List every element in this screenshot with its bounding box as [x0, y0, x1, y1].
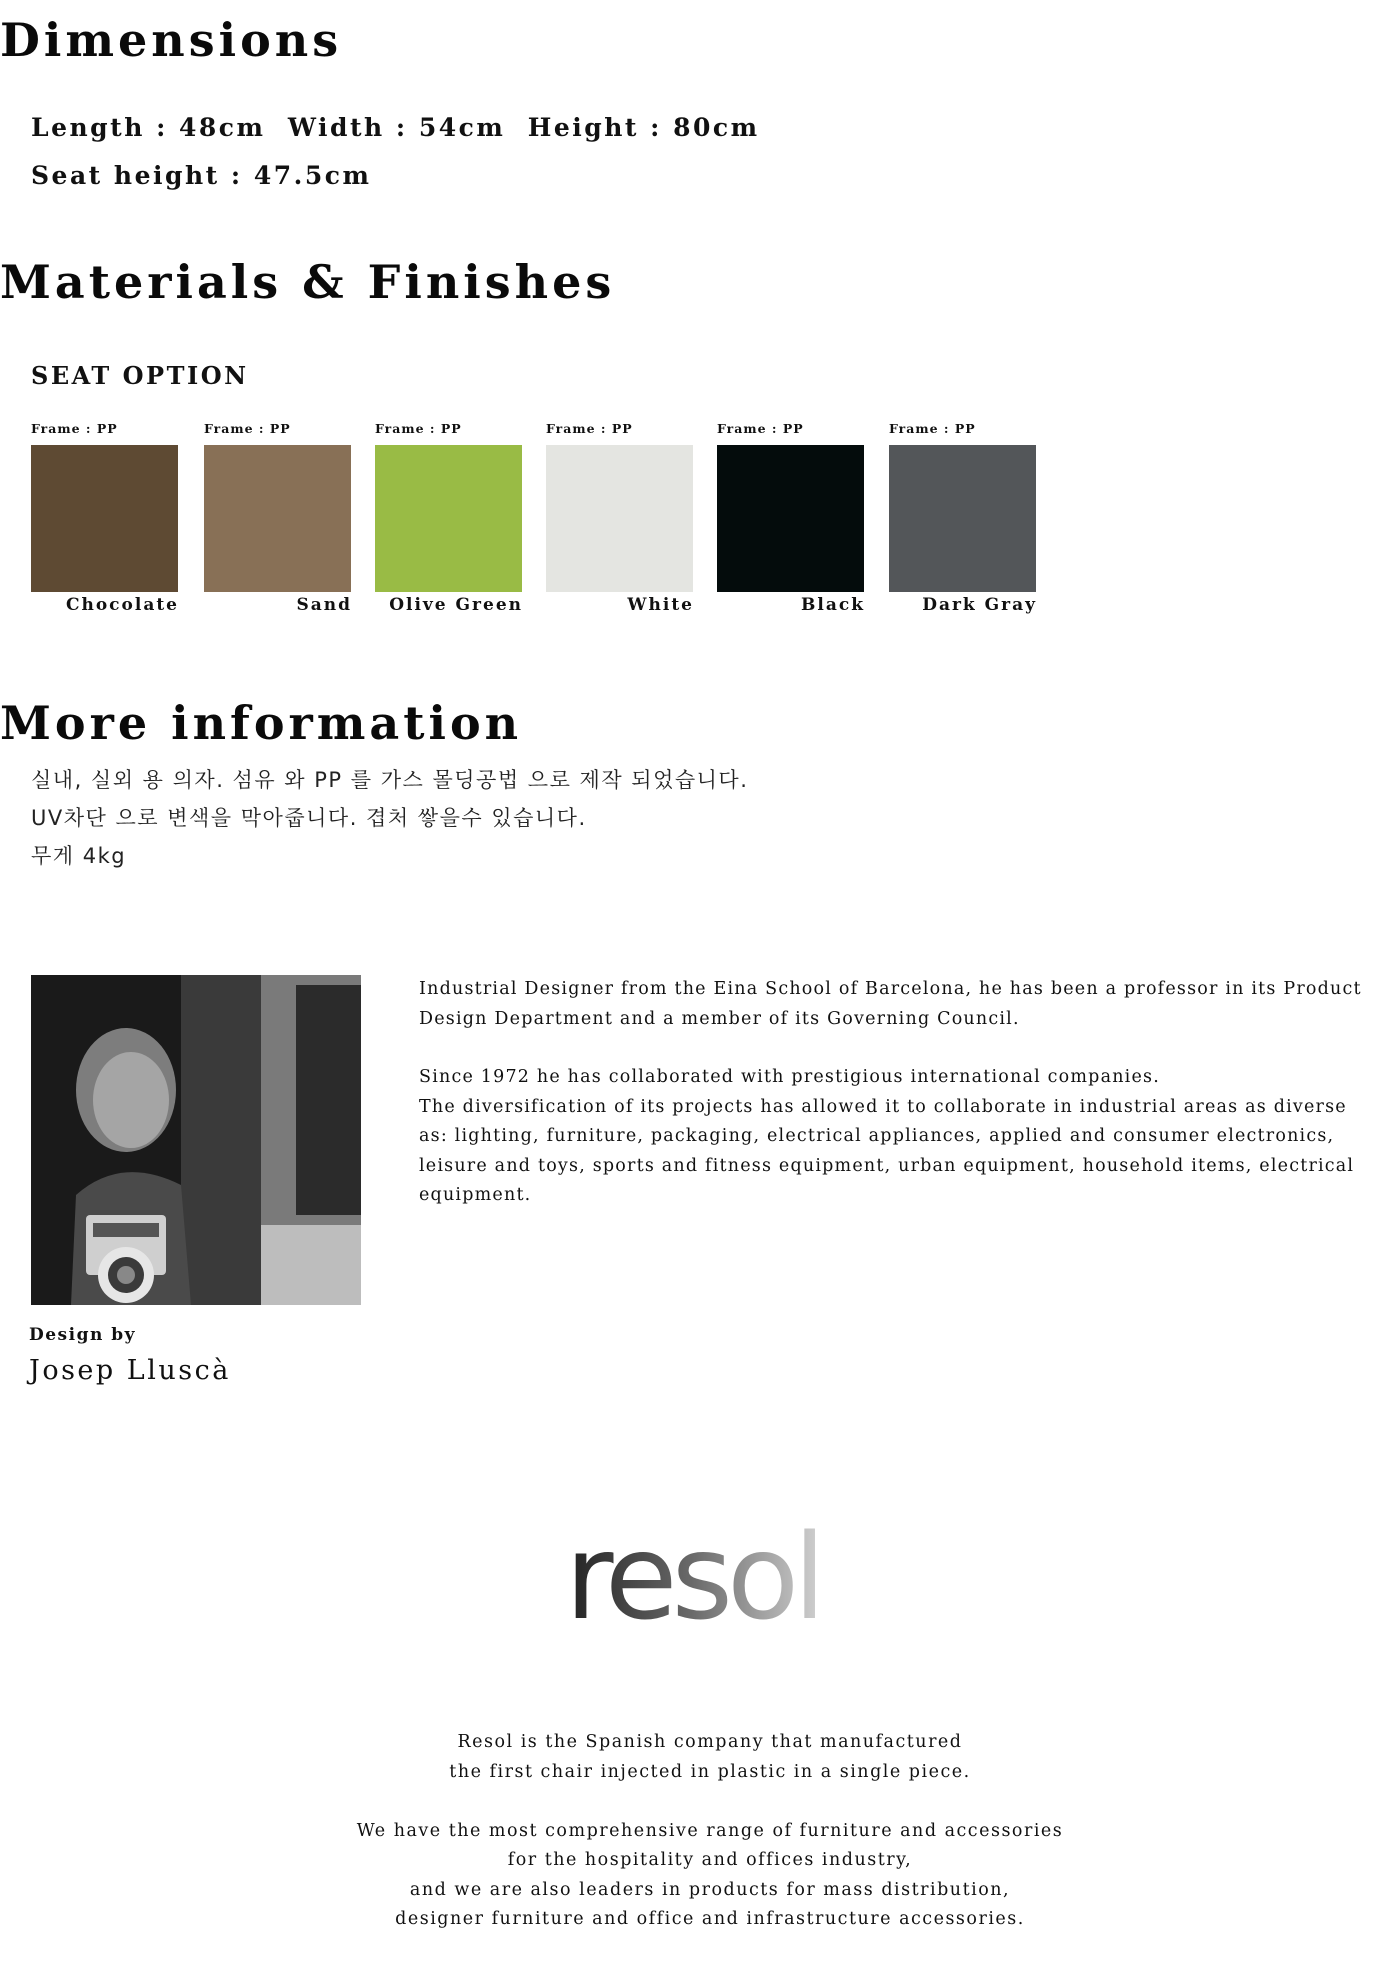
- swatch-name: Chocolate: [65, 595, 179, 615]
- swatch-frame-label: Frame : PP: [546, 421, 633, 436]
- info-line-1: 실내, 실외 용 의자. 섬유 와 PP 를 가스 몰딩공법 으로 제작 되었습니다.: [31, 768, 749, 792]
- materials-heading: Materials & Finishes: [0, 255, 616, 309]
- company-about: [0, 1728, 1400, 1964]
- swatch-white: [546, 423, 694, 614]
- swatch-frame-label: Frame : PP: [375, 421, 462, 436]
- swatch-name: White: [627, 595, 694, 615]
- resol-logo: [565, 1510, 855, 1634]
- swatch-name: Sand: [296, 595, 352, 615]
- dimensions-line-seat-height: Seat height : 47.5cm: [31, 161, 372, 190]
- about-paragraph-1: Resol is the Spanish company that manufactured the first chair injected in plastic in a single piece.: [449, 1732, 971, 1782]
- swatch-dark-gray: [889, 423, 1037, 614]
- swatch-name: Olive Green: [389, 595, 523, 615]
- swatch-name: Dark Gray: [922, 595, 1037, 615]
- color-swatch: [375, 445, 522, 592]
- info-line-2: UV차단 으로 변색을 막아줍니다. 겹처 쌓을수 있습니다.: [31, 806, 587, 830]
- designer-name: Josep Lluscà: [29, 1355, 231, 1386]
- swatch-black: [717, 423, 865, 614]
- swatch-chocolate: [31, 423, 179, 614]
- swatch-frame-label: Frame : PP: [889, 421, 976, 436]
- designer-bio: [419, 975, 1369, 1211]
- color-swatch: [717, 445, 864, 592]
- bio-paragraph-1: Industrial Designer from the Eina School of Barcelona, he has been a professor in its Product Design Department and a member of its Governing Council.: [419, 979, 1362, 1029]
- svg-text:resol: resol: [565, 1510, 820, 1630]
- designer-portrait-illustration: [31, 975, 361, 1305]
- seat-option-subheading: SEAT OPTION: [31, 361, 249, 390]
- color-swatch: [31, 445, 178, 592]
- swatch-frame-label: Frame : PP: [31, 421, 118, 436]
- resol-logo-mark: [565, 1510, 855, 1630]
- color-swatch: [889, 445, 1036, 592]
- swatch-name: Black: [801, 595, 865, 615]
- bio-paragraph-3: The diversification of its projects has allowed it to collaborate in industrial areas as diverse as: lighting, furniture, packaging, electrical appliances, applied and consumer electronics, leisure and toys, sports and fitness equipment, urban equipment, household items, electrical equipment.: [419, 1096, 1355, 1205]
- about-paragraph-2: We have the most comprehensive range of furniture and accessories for the hospitality and offices industry, and we are also leaders in products for mass distribution, designer furniture and office and infrastructure accessories.: [356, 1820, 1064, 1929]
- color-swatch: [546, 445, 693, 592]
- swatch-frame-label: Frame : PP: [717, 421, 804, 436]
- more-information-heading: More information: [0, 696, 523, 750]
- dimensions-heading: Dimensions: [0, 13, 343, 67]
- dimensions-line-size: Length : 48cm Width : 54cm Height : 80cm: [31, 113, 760, 142]
- info-line-3: 무게 4kg: [31, 844, 127, 868]
- swatch-sand: [204, 423, 352, 614]
- color-swatch: [204, 445, 351, 592]
- design-by-label: Design by: [29, 1325, 137, 1345]
- swatch-frame-label: Frame : PP: [204, 421, 291, 436]
- designer-photo: [31, 975, 361, 1305]
- swatch-olive-green: [375, 423, 523, 614]
- bio-paragraph-2: Since 1972 he has collaborated with prestigious international companies.: [419, 1067, 1160, 1087]
